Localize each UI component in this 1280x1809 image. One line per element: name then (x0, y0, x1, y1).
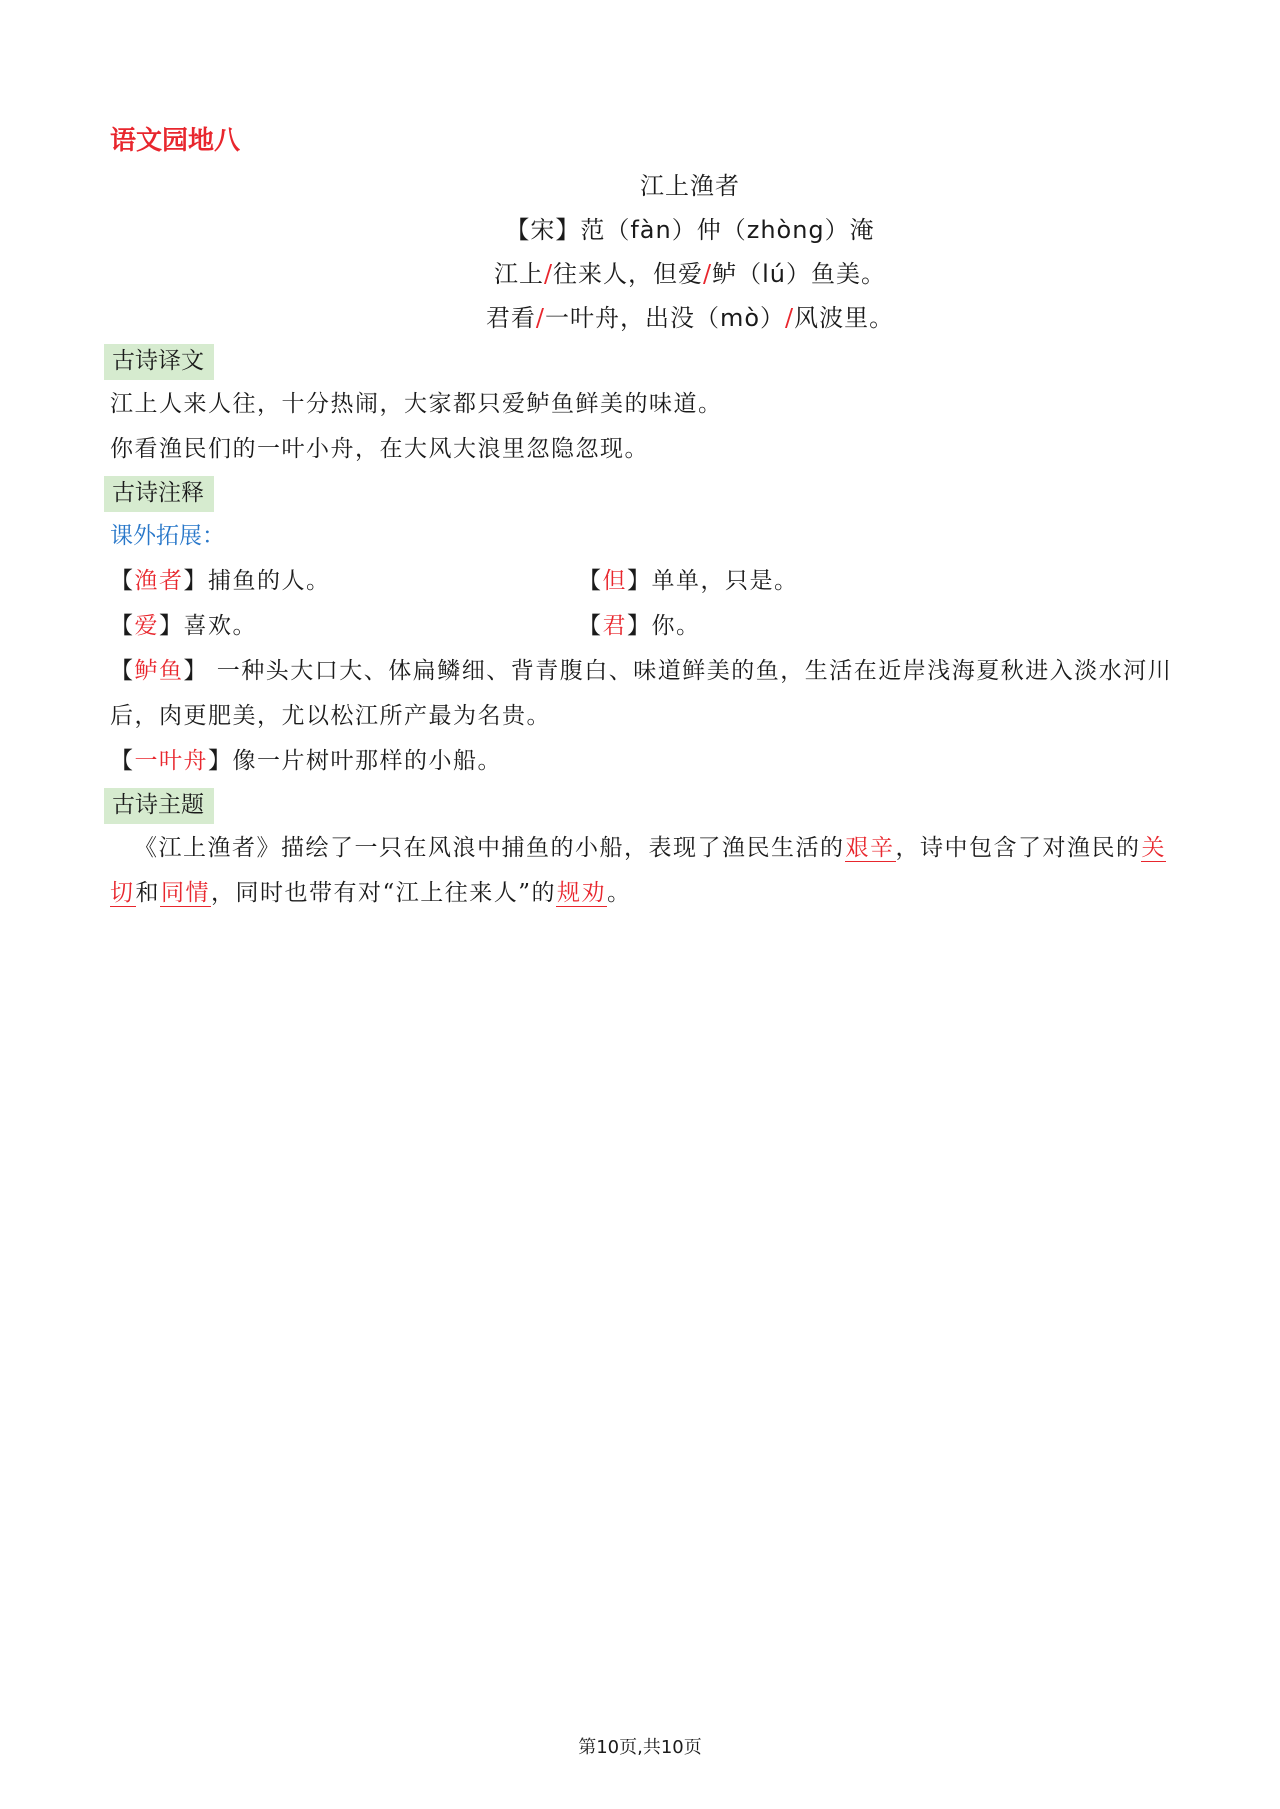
dynasty-bracket-close: 】 (555, 216, 581, 244)
page-content (110, 118, 1180, 916)
notes-row-1 (110, 559, 1180, 604)
dynasty: 宋 (530, 216, 556, 244)
notes-section-tag: 古诗注释 (104, 476, 214, 512)
bracket-open: 【 (110, 613, 135, 639)
note-term: 但 (602, 568, 627, 594)
theme-text: 《江上渔者》描绘了一只在风浪中捕鱼的小船，表现了渔民生活的 (134, 835, 845, 861)
extension-label: 课外拓展： (110, 523, 225, 549)
poem-line-1-c: 鲈 (712, 260, 738, 288)
poem-line-1-d: 鱼美。 (811, 260, 887, 288)
author-pinyin-1: （fàn） (605, 216, 697, 244)
note-item (110, 604, 578, 649)
author-char-3: 淹 (849, 216, 875, 244)
note-definition: 像一片树叶那样的小船。 (232, 748, 502, 774)
rhythm-slash: / (785, 304, 795, 332)
theme-section-tag: 古诗主题 (104, 788, 214, 824)
note-term: 一叶舟 (134, 748, 208, 774)
unit-title: 语文园地八 (110, 126, 241, 156)
note-definition: 喜欢。 (183, 613, 257, 639)
rhythm-slash: / (543, 260, 554, 288)
poem-line-2-b: 一叶舟，出没 (544, 304, 695, 332)
translation-line-2: 你看渔民们的一叶小舟，在大风大浪里忽隐忽现。 (110, 436, 649, 462)
note-term: 君 (602, 613, 627, 639)
theme-text: 。 (607, 880, 632, 906)
poem-line-2-pinyin: （mò） (694, 304, 786, 332)
answer-blank: 艰辛 (845, 835, 895, 861)
bracket-open: 【 (110, 658, 135, 684)
note-item (110, 559, 578, 604)
theme-text: ，同时也带有对“江上往来人”的 (211, 880, 557, 906)
bracket-open: 【 (578, 568, 603, 594)
answer-blank: 同情 (161, 880, 210, 906)
bracket-close: 】 (159, 613, 184, 639)
bracket-close: 】 (183, 658, 208, 684)
poem-title: 江上渔者 (640, 172, 740, 200)
note-item (578, 559, 1046, 604)
dynasty-bracket-open: 【 (505, 216, 531, 244)
note-term: 渔者 (134, 568, 184, 594)
translation-line-1: 江上人来人往，十分热闹，大家都只爱鲈鱼鲜美的味道。 (110, 391, 723, 417)
bracket-close: 】 (183, 568, 208, 594)
author-pinyin-2: （zhòng） (721, 216, 850, 244)
bracket-close: 】 (627, 568, 652, 594)
bracket-open: 【 (578, 613, 603, 639)
poem-author-line (200, 208, 1180, 252)
bracket-open: 【 (110, 748, 135, 774)
theme-text: ，诗中包含了对渔民的 (895, 835, 1141, 861)
answer-blank: 关切 (110, 835, 1166, 906)
note-definition: 一种头大口大、体扁鳞细、背青腹白、味道鲜美的鱼，生活在近岸浅海夏秋进入淡水河川后，肉更肥美，尤以松江所产最为名贵。 (110, 658, 1173, 729)
poem-line-2 (200, 296, 1180, 340)
note-item (110, 739, 1180, 784)
rhythm-slash: / (535, 304, 545, 332)
rhythm-slash: / (703, 260, 713, 288)
note-term: 鲈鱼 (134, 658, 184, 684)
note-definition: 你。 (651, 613, 701, 639)
theme-paragraph (110, 826, 1180, 916)
poem-line-1-b: 往来人，但爱 (553, 260, 704, 288)
note-item-long (110, 649, 1180, 739)
poem-line-2-a: 君看 (485, 304, 536, 332)
poem-line-1 (200, 252, 1180, 296)
author-char-2: 仲 (696, 216, 722, 244)
page-footer: 第10页,共10页 (578, 1737, 702, 1758)
note-item (578, 604, 1046, 649)
note-term: 爱 (134, 613, 159, 639)
note-definition: 捕鱼的人。 (208, 568, 331, 594)
bracket-close: 】 (627, 613, 652, 639)
answer-blank: 规劝 (557, 880, 607, 906)
poem-block (110, 164, 1180, 340)
author-char-1: 范 (580, 216, 606, 244)
bracket-close: 】 (208, 748, 233, 774)
poem-line-1-pinyin: （lú） (737, 260, 812, 288)
theme-text: 和 (135, 880, 160, 906)
poem-line-1-a: 江上 (493, 260, 544, 288)
poem-line-2-c: 风波里。 (794, 304, 895, 332)
bracket-open: 【 (110, 568, 135, 594)
note-definition: 单单，只是。 (651, 568, 799, 594)
translation-section-tag: 古诗译文 (104, 344, 214, 380)
notes-row-2 (110, 604, 1180, 649)
